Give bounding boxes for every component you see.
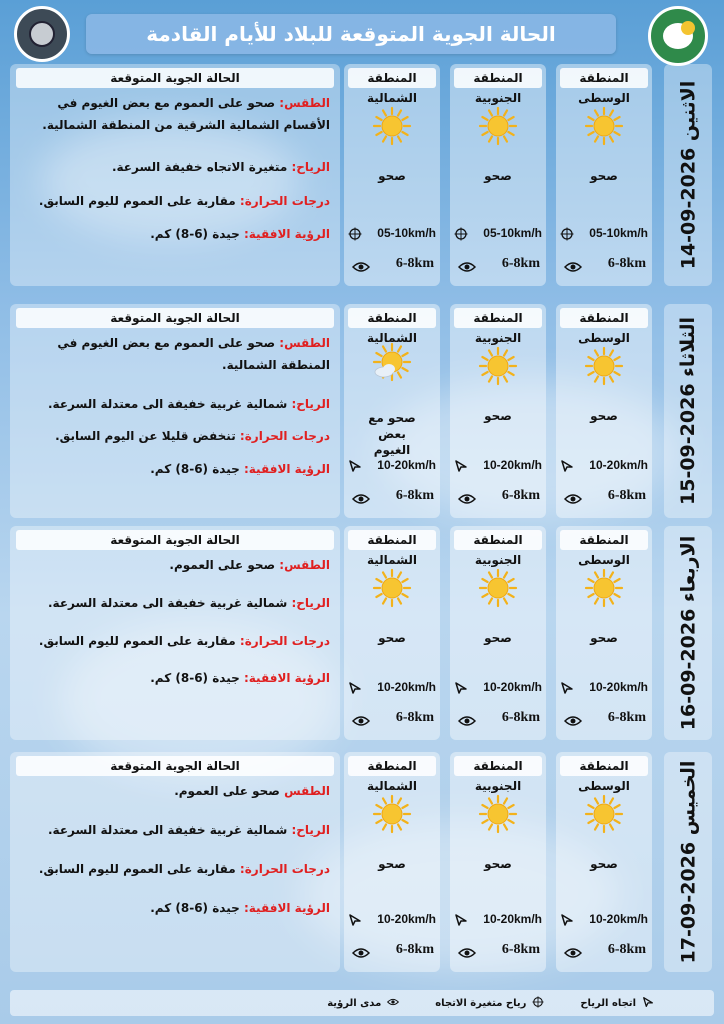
wind-speed: 10-20km/h [377,458,436,472]
visibility-row [458,708,540,728]
label-text: الطقس: [279,96,330,110]
legend-item [435,996,544,1011]
wind-row [560,910,648,928]
legend-label: رياح متغيرة الاتجاه [435,997,527,1009]
day-date-box [664,752,712,972]
condition-text: صحو [590,857,618,871]
visibility-row [458,940,540,960]
region-name: المنطقة الشمالية [348,68,436,88]
wind-row [560,456,648,474]
wind-line [18,393,330,415]
wind-direction-icon [560,680,574,694]
region-name: المنطقة الشمالية [348,756,436,776]
description-title: الحالة الجوية المتوقعة [16,68,334,88]
wind-speed: 05-10km/h [589,226,648,240]
eye-icon [458,490,476,502]
visibility-value: 6-8km [607,710,646,725]
region-forecast-card [344,304,440,518]
eye-icon [387,996,399,1011]
wind-direction-icon [642,996,654,1011]
visibility-line [18,223,330,245]
description-title: الحالة الجوية المتوقعة [16,756,334,776]
sunny-icon [584,106,624,146]
wind-direction-icon [560,912,574,926]
region-forecast-card [450,752,546,972]
region-name: المنطقة الجنوبية [454,530,542,550]
day-date: الثلاثاء 2026-09-15 [677,316,700,506]
label-text: الرياح: [291,595,330,610]
sunny-icon [478,794,518,834]
wind-row [454,224,542,242]
eye-icon [352,712,370,724]
legend-item [327,996,399,1011]
wind-line [18,592,330,614]
meteorological-logo [14,6,70,62]
visibility-value: 6-8km [395,256,434,271]
sunny-icon [372,794,412,834]
condition-text: صحو [378,857,406,871]
value-text: شمالية غربية خفيفة الى معتدلة السرعة. [47,823,288,838]
wind-speed: 10-20km/h [589,912,648,926]
region-forecast-card [556,304,652,518]
variable-wind-icon [532,996,544,1011]
weather-line [18,92,330,136]
wind-row [348,224,436,242]
label-text: الرياح: [291,160,330,175]
region-name: المنطقة الجنوبية [454,756,542,776]
eye-icon [564,944,582,956]
sunny-icon [478,568,518,608]
value-text: شمالية غربية خفيفة الى معتدلة السرعة. [47,595,288,610]
sunny-icon [372,568,412,608]
value-text: صحو على العموم مع بعض الغيوم في الأقسام الشمالية الشرقية من المنطقة الشمالية. [42,96,330,132]
wind-direction-icon [454,458,468,472]
visibility-value: 6-8km [501,256,540,271]
value-text: جيدة (6-8) كم. [150,671,240,686]
legend [10,990,714,1016]
label-text: الرؤية الافقية: [243,901,330,916]
visibility-value: 6-8km [607,488,646,503]
condition-text: صحو [378,631,406,645]
legend-label: اتجاه الرياح [580,997,636,1009]
value-text: متغيرة الاتجاه خفيفة السرعة. [111,160,288,175]
wind-row [454,678,542,696]
wind-direction-icon [348,912,362,926]
value-text: صحو على العموم مع بعض الغيوم في المنطقة الشمالية. [57,336,330,372]
wind-direction-icon [348,458,362,472]
day-date: الاثنين 2026-09-14 [677,80,700,270]
visibility-row [564,940,646,960]
value-text: مقاربة على العموم لليوم السابق. [38,862,236,877]
region-forecast-card [450,304,546,518]
condition-text: صحو [484,857,512,871]
weather-line [18,554,330,576]
sunny-icon [478,106,518,146]
visibility-row [458,254,540,274]
label-text: الرياح: [291,823,330,838]
condition-text: صحو [590,169,618,183]
forecast-description [10,64,340,286]
value-text: صحو على العموم. [174,784,280,798]
value-text: جيدة (6-8) كم. [150,901,240,916]
visibility-value: 6-8km [501,488,540,503]
value-text: شمالية غربية خفيفة الى معتدلة السرعة. [47,397,288,412]
wind-row [454,456,542,474]
temperature-line [18,630,330,652]
visibility-value: 6-8km [607,942,646,957]
region-name: المنطقة الوسطى [560,756,648,776]
wind-direction-icon [454,680,468,694]
region-name: المنطقة الوسطى [560,530,648,550]
eye-icon [564,712,582,724]
value-text: صحو على العموم. [169,558,276,572]
label-text: الطقس [284,784,330,798]
wind-row [560,224,648,242]
temperature-line [18,425,330,447]
condition-text: صحو [484,631,512,645]
visibility-line [18,897,330,919]
day-date-box [664,526,712,740]
label-text: الرؤية الافقية: [243,461,330,476]
wind-speed: 10-20km/h [483,458,542,472]
condition-text: صحو مع بعض الغيوم [368,411,416,457]
label-text: درجات الحرارة: [239,193,330,208]
eye-icon [352,944,370,956]
region-name: المنطقة الشمالية [348,308,436,328]
eye-icon [458,258,476,270]
wind-speed: 10-20km/h [483,912,542,926]
wind-row [348,678,436,696]
region-forecast-card [344,752,440,972]
region-name: المنطقة الجنوبية [454,68,542,88]
value-text: مقاربة على العموم لليوم السابق. [38,193,236,208]
visibility-row [564,254,646,274]
wind-line [18,156,330,178]
sunny-icon [584,794,624,834]
visibility-row [458,486,540,506]
visibility-value: 6-8km [395,942,434,957]
label-text: الرؤية الافقية: [243,671,330,686]
region-name: المنطقة الجنوبية [454,308,542,328]
region-name: المنطقة الشمالية [348,530,436,550]
label-text: الرياح: [291,397,330,412]
visibility-row [352,486,434,506]
region-forecast-card [450,526,546,740]
partly-cloudy-icon [372,342,412,382]
eye-icon [564,258,582,270]
wind-speed: 10-20km/h [377,680,436,694]
value-text: جيدة (6-8) كم. [150,227,240,242]
temperature-line [18,858,330,880]
visibility-row [352,708,434,728]
sunny-icon [584,346,624,386]
day-date-box [664,64,712,286]
visibility-row [564,486,646,506]
region-forecast-card [556,752,652,972]
condition-text: صحو [484,409,512,423]
condition-text: صحو [590,631,618,645]
condition-text: صحو [590,409,618,423]
variable-wind-icon [348,226,362,240]
label-text: الطقس: [279,558,330,572]
label-text: الطقس: [279,336,330,350]
weather-line [18,332,330,376]
temperature-line [18,190,330,212]
wind-speed: 10-20km/h [483,680,542,694]
description-title: الحالة الجوية المتوقعة [16,530,334,550]
visibility-line [18,458,330,480]
condition-text: صحو [378,169,406,183]
wind-speed: 05-10km/h [377,226,436,240]
region-forecast-card [556,64,652,286]
legend-label: مدى الرؤية [327,997,382,1009]
day-date: الخميس 2026-09-17 [677,760,700,964]
visibility-value: 6-8km [395,710,434,725]
day-date: الاربعاء 2026-09-16 [677,535,699,731]
visibility-row [352,254,434,274]
visibility-value: 6-8km [501,942,540,957]
eye-icon [564,490,582,502]
condition-text: صحو [484,169,512,183]
page-title: الحالة الجوية المتوقعة للبلاد للأيام القادمة [86,14,616,54]
region-forecast-card [556,526,652,740]
visibility-line [18,667,330,689]
wind-speed: 05-10km/h [483,226,542,240]
wind-speed: 10-20km/h [377,912,436,926]
sunny-icon [478,346,518,386]
forecast-description [10,526,340,740]
sunny-icon [584,568,624,608]
sunny-icon [372,106,412,146]
label-text: درجات الحرارة: [239,429,330,444]
eye-icon [458,944,476,956]
visibility-value: 6-8km [395,488,434,503]
region-forecast-card [344,64,440,286]
visibility-value: 6-8km [501,710,540,725]
variable-wind-icon [454,226,468,240]
wind-speed: 10-20km/h [589,458,648,472]
value-text: تنخفض قليلا عن اليوم السابق. [55,429,236,444]
variable-wind-icon [560,226,574,240]
wind-row [348,456,436,474]
region-forecast-card [344,526,440,740]
legend-item [580,996,654,1011]
forecast-description [10,752,340,972]
ministry-logo [648,6,708,66]
weather-line [18,780,330,802]
wind-direction-icon [348,680,362,694]
region-name: المنطقة الوسطى [560,68,648,88]
wind-row [454,910,542,928]
region-forecast-card [450,64,546,286]
label-text: درجات الحرارة: [239,633,330,648]
visibility-row [352,940,434,960]
visibility-value: 6-8km [607,256,646,271]
label-text: الرؤية الافقية: [243,227,330,242]
wind-line [18,819,330,841]
wind-direction-icon [560,458,574,472]
value-text: جيدة (6-8) كم. [150,461,240,476]
wind-direction-icon [454,912,468,926]
eye-icon [352,490,370,502]
eye-icon [352,258,370,270]
region-name: المنطقة الوسطى [560,308,648,328]
day-date-box [664,304,712,518]
wind-speed: 10-20km/h [589,680,648,694]
label-text: درجات الحرارة: [239,862,330,877]
forecast-description [10,304,340,518]
value-text: مقاربة على العموم لليوم السابق. [38,633,236,648]
eye-icon [458,712,476,724]
description-title: الحالة الجوية المتوقعة [16,308,334,328]
wind-row [560,678,648,696]
wind-row [348,910,436,928]
visibility-row [564,708,646,728]
